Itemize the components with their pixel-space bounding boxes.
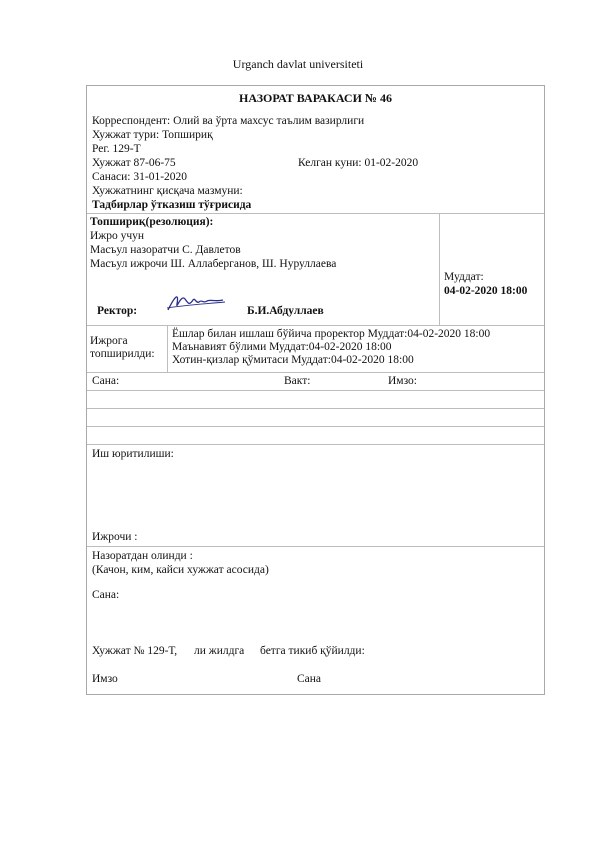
sign-signature-label: Имзо:: [388, 375, 418, 387]
assigned-label: Ижрога топширилди:: [87, 326, 168, 372]
assigned-item: Маънавият бўлими Муддат:04-02-2020 18:00: [172, 341, 392, 353]
sign-row: [87, 373, 544, 391]
document-info-section: [87, 86, 544, 214]
deadline-label: Муддат:: [444, 271, 484, 283]
removal-section: [87, 547, 544, 694]
deadline-value: 04-02-2020 18:00: [444, 285, 528, 297]
assigned-item: Ёшлар билан ишлаш бўйича проректор Муддат:04-02-2020 18:00: [172, 328, 491, 340]
for-execution: Ижро учун: [90, 230, 145, 242]
doc-type: Хужжат тури: Топшириқ: [92, 129, 213, 141]
blank-row: [87, 427, 544, 445]
filed-year: ли жилдга: [194, 645, 245, 657]
blank-row: [87, 409, 544, 427]
control-sheet: [86, 85, 545, 695]
sheet-title: НАЗОРАТ ВАРАКАСИ № 46: [239, 91, 392, 105]
resolution-section: [87, 214, 544, 326]
assigned-section: [87, 326, 544, 373]
resolution-title: Топшириқ(резолюция):: [90, 216, 214, 228]
filed-doc: Хужжат № 129-Т,: [92, 645, 178, 657]
university-header: Urganch davlat universiteti: [232, 57, 364, 71]
removal-sign-date-label: Сана: [297, 673, 322, 685]
doc-date: Санаси: 31-01-2020: [92, 171, 188, 183]
rector-label: Ректор:: [97, 305, 138, 317]
summary-text: Тадбирлар ўтказиш тўғрисида: [92, 199, 252, 211]
rector-name: Б.И.Абдуллаев: [247, 305, 324, 317]
removal-date-label: Сана:: [92, 589, 120, 601]
doc-number: Хужжат 87-06-75: [92, 157, 176, 169]
assigned-list: [168, 326, 544, 372]
resolution-body: [87, 214, 440, 325]
sign-date-label: Сана:: [92, 375, 120, 387]
responsible-controller: Масъул назоратчи С. Давлетов: [90, 244, 241, 256]
responsible-executors: Масъул ижрочи Ш. Аллаберганов, Ш. Нуруллаева: [90, 258, 337, 270]
filed-page: бетга тикиб қўйилди:: [260, 645, 365, 657]
work-section: [87, 445, 544, 547]
removal-basis: (Качон, ким, кайси хужжат асосида): [92, 564, 269, 576]
work-label: Иш юритилиши:: [92, 448, 174, 460]
deadline-cell: [440, 214, 544, 325]
assigned-item: Хотин-қизлар қўмитаси Муддат:04-02-2020 18:00: [172, 354, 414, 366]
reg-number: Рег. 129-Т: [92, 143, 141, 155]
summary-label: Хужжатнинг қисқача мазмуни:: [92, 185, 243, 197]
sign-time-label: Вакт:: [284, 375, 311, 387]
executor-label: Ижрочи :: [92, 531, 138, 543]
removal-label: Назоратдан олинди :: [92, 550, 193, 562]
arrival-date: Келган куни: 01-02-2020: [298, 157, 419, 169]
correspondent: Корреспондент: Олий ва ўрта махсус таълим вазирлиги: [92, 115, 365, 127]
removal-sign-label: Имзо: [92, 673, 118, 685]
rector-signature: [165, 290, 227, 316]
blank-row: [87, 391, 544, 409]
